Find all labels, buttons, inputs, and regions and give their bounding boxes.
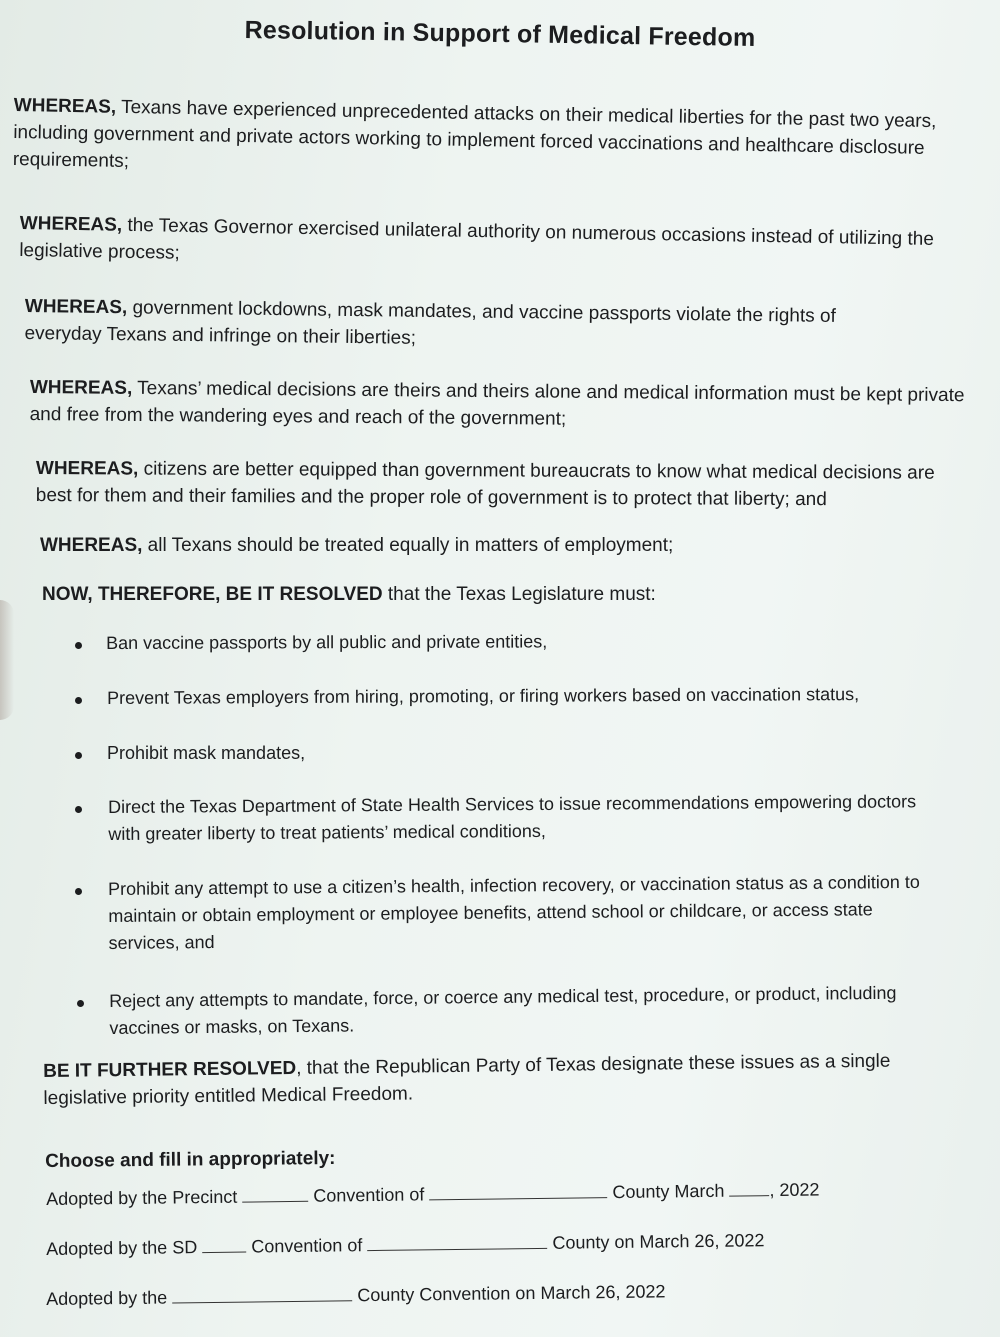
whereas-lead: WHEREAS,: [35, 457, 139, 480]
convention-label: Convention of: [251, 1235, 363, 1257]
whereas-text: Texans have experienced unprecedented attacks on their medical liberties for the past two years, including government and private actors working to implement forced vaccinations and healthcare disclosure requirements;: [12, 96, 937, 173]
adopted-label: Adopted by the SD: [46, 1237, 198, 1259]
further-text: , that the Republican Party of Texas designate these issues as a single legislative priority entitled Medical Freedom.: [43, 1050, 891, 1109]
county-name-blank[interactable]: [172, 1282, 352, 1303]
further-resolved-paragraph: [43, 1047, 939, 1112]
bullet-item-4: Direct the Texas Department of State Health Services to issue recommendations empowering doctors with greater liberty to treat patients’ medical conditions,: [108, 791, 917, 844]
whereas-paragraph-2: [19, 210, 975, 281]
whereas-paragraph-3: [24, 293, 905, 358]
bullet-dot: [75, 752, 82, 759]
resolved-text: that the Texas Legislature must:: [382, 584, 656, 605]
further-lead: BE IT FURTHER RESOLVED: [43, 1057, 297, 1082]
whereas-text: government lockdowns, mask mandates, and vaccine passports violate the rights of everyday Texans and infringe on their liberties;: [24, 297, 836, 349]
adopted-sd-row: [46, 1227, 765, 1262]
bullet-dot: [75, 806, 82, 813]
whereas-text: the Texas Governor exercised unilateral authority on numerous occasions instead of utilizing the legislative process;: [19, 214, 935, 264]
bullet-item-1: Ban vaccine passports by all public and private entities,: [106, 631, 548, 653]
county-blank[interactable]: [429, 1179, 607, 1200]
adopted-county-row: [46, 1278, 666, 1312]
page-edge-shadow: [0, 600, 14, 720]
resolved-lead: NOW, THEREFORE, BE IT RESOLVED: [42, 584, 383, 605]
year-label: , 2022: [769, 1179, 820, 1201]
bullet-dot: [75, 888, 82, 895]
county-convention-label: County Convention on March 26, 2022: [357, 1281, 666, 1306]
whereas-paragraph-6: [40, 532, 940, 559]
adopted-precinct-row: [46, 1177, 820, 1212]
whereas-lead: WHEREAS,: [29, 376, 133, 399]
page-title: Resolution in Support of Medical Freedom: [244, 15, 756, 53]
whereas-lead: WHEREAS,: [19, 212, 123, 236]
whereas-text: Texans’ medical decisions are theirs and theirs alone and medical information must be kept private and free from the wandering eyes and reach of the government;: [29, 377, 965, 430]
bullet-dot: [77, 1000, 84, 1007]
choose-text: Choose and fill in appropriately:: [45, 1147, 336, 1172]
bullet-item-3: Prohibit mask mandates,: [107, 743, 306, 763]
adopted-label: Adopted by the Precinct: [46, 1186, 238, 1209]
whereas-lead: WHEREAS,: [24, 295, 128, 319]
county-date-label: County on March 26, 2022: [552, 1230, 765, 1253]
precinct-blank[interactable]: [242, 1183, 308, 1203]
bullet-item-2: Prevent Texas employers from hiring, promoting, or firing workers based on vaccination status,: [107, 684, 860, 708]
county-blank[interactable]: [367, 1230, 547, 1251]
bullet-item-5: Prohibit any attempt to use a citizen’s health, infection recovery, or vaccination status as a condition to maintain or obtain employment or employee benefits, attend school or childcare, or access state services, and: [108, 871, 920, 953]
whereas-paragraph-5: [36, 455, 961, 514]
resolved-paragraph: [42, 581, 942, 608]
whereas-text: all Texans should be treated equally in matters of employment;: [142, 535, 674, 556]
bullet-dot: [75, 697, 82, 704]
day-blank[interactable]: [729, 1177, 769, 1196]
whereas-text: citizens are better equipped than government bureaucrats to know what medical decisions are best for them and their families and the proper role of government is to protect that liberty; and: [35, 458, 935, 511]
whereas-lead: WHEREAS,: [13, 94, 117, 118]
whereas-paragraph-4: [30, 374, 965, 436]
bullet-item-6: Reject any attempts to mandate, force, or coerce any medical test, procedure, or product, including vaccines or masks, on Texans.: [109, 982, 897, 1038]
whereas-lead: WHEREAS,: [40, 535, 143, 556]
county-label: County March: [612, 1180, 725, 1203]
adopted-label: Adopted by the: [46, 1287, 168, 1309]
convention-label: Convention of: [313, 1184, 425, 1206]
whereas-paragraph-1: [13, 92, 969, 190]
sd-blank[interactable]: [202, 1234, 246, 1254]
choose-instruction: [45, 1143, 545, 1175]
bullet-dot: [75, 642, 82, 649]
